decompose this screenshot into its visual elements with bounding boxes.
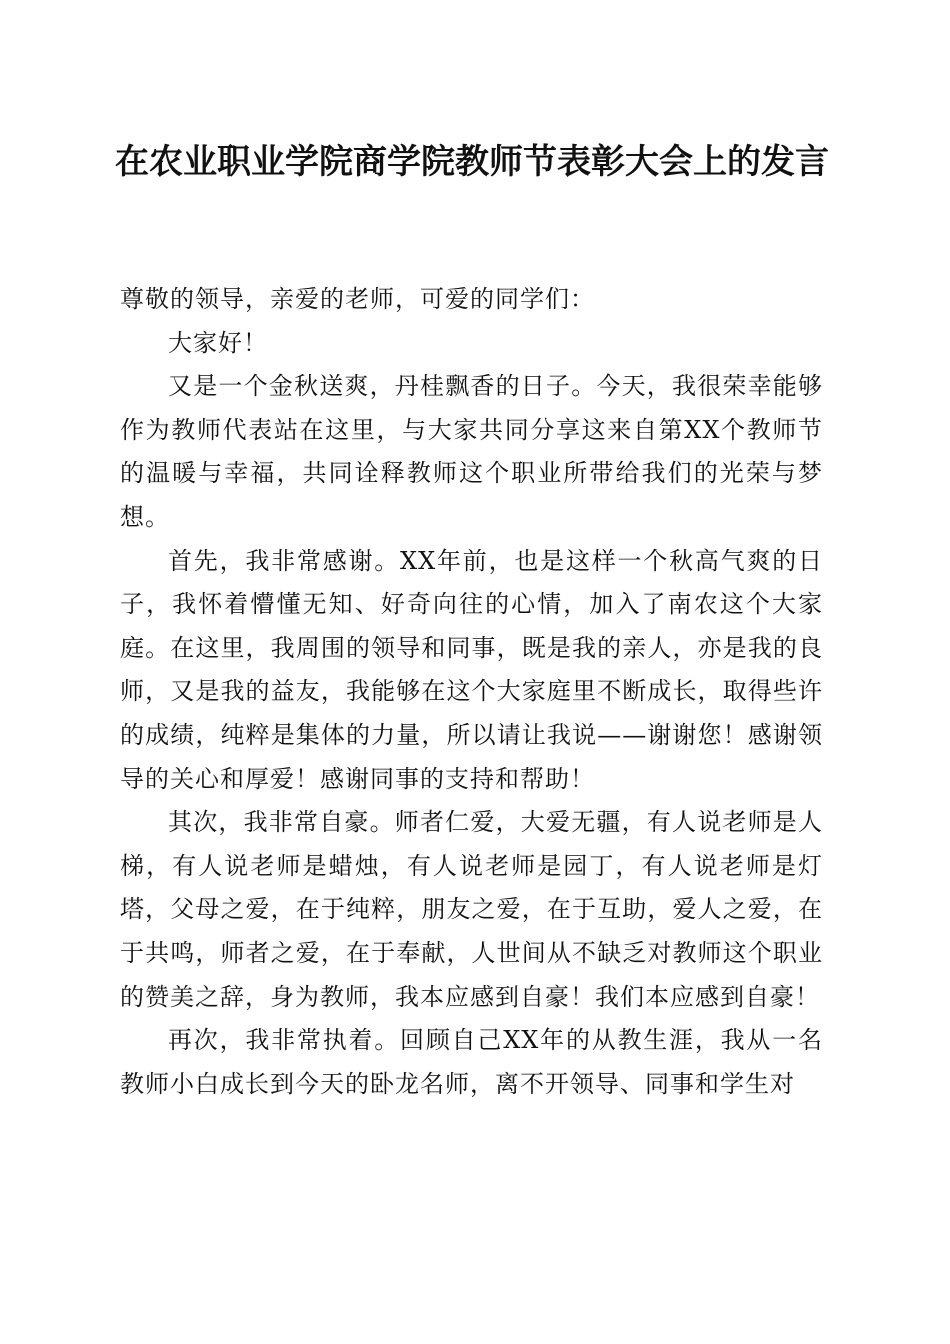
paragraph-4: 再次，我非常执着。回顾自己XX年的从教生涯，我从一名教师小白成长到今天的卧龙名师，离不开领导、同事和学生对 (120, 1026, 823, 1098)
paragraph-1: 又是一个金秋送爽，丹桂飘香的日子。今天，我很荣幸能够作为教师代表站在这里，与大家共同分享这来自第XX个教师节的温暖与幸福，共同诠释教师这个职业所带给我们的光荣与梦想。 (120, 372, 823, 531)
document-body (120, 278, 823, 1106)
greeting: 大家好！ (168, 328, 268, 357)
paragraph-2: 首先，我非常感谢。XX年前，也是这样一个秋高气爽的日子，我怀着懵懂无知、好奇向往的心情，加入了南农这个大家庭。在这里，我周围的领导和同事，既是我的亲人，亦是我的良师，又是我的益友，我能够在这个大家庭里不断成长，取得些许的成绩，纯粹是集体的力量，所以请让我说——谢谢您！感谢领导的关心和厚爱！感谢同事的支持和帮助！ (120, 546, 823, 793)
paragraph-3: 其次，我非常自豪。师者仁爱，大爱无疆，有人说老师是人梯，有人说老师是蜡烛，有人说老师是园丁，有人说老师是灯塔，父母之爱，在于纯粹，朋友之爱，在于互助，爱人之爱，在于共鸣，师者之爱，在于奉献，人世间从不缺乏对教师这个职业的赞美之辞，身为教师，我本应感到自豪！我们本应感到自豪！ (120, 808, 823, 1011)
document-title: 在农业职业学院商学院教师节表彰大会上的发言 (115, 142, 829, 182)
salutation: 尊敬的领导，亲爱的老师，可爱的同学们： (120, 285, 595, 313)
